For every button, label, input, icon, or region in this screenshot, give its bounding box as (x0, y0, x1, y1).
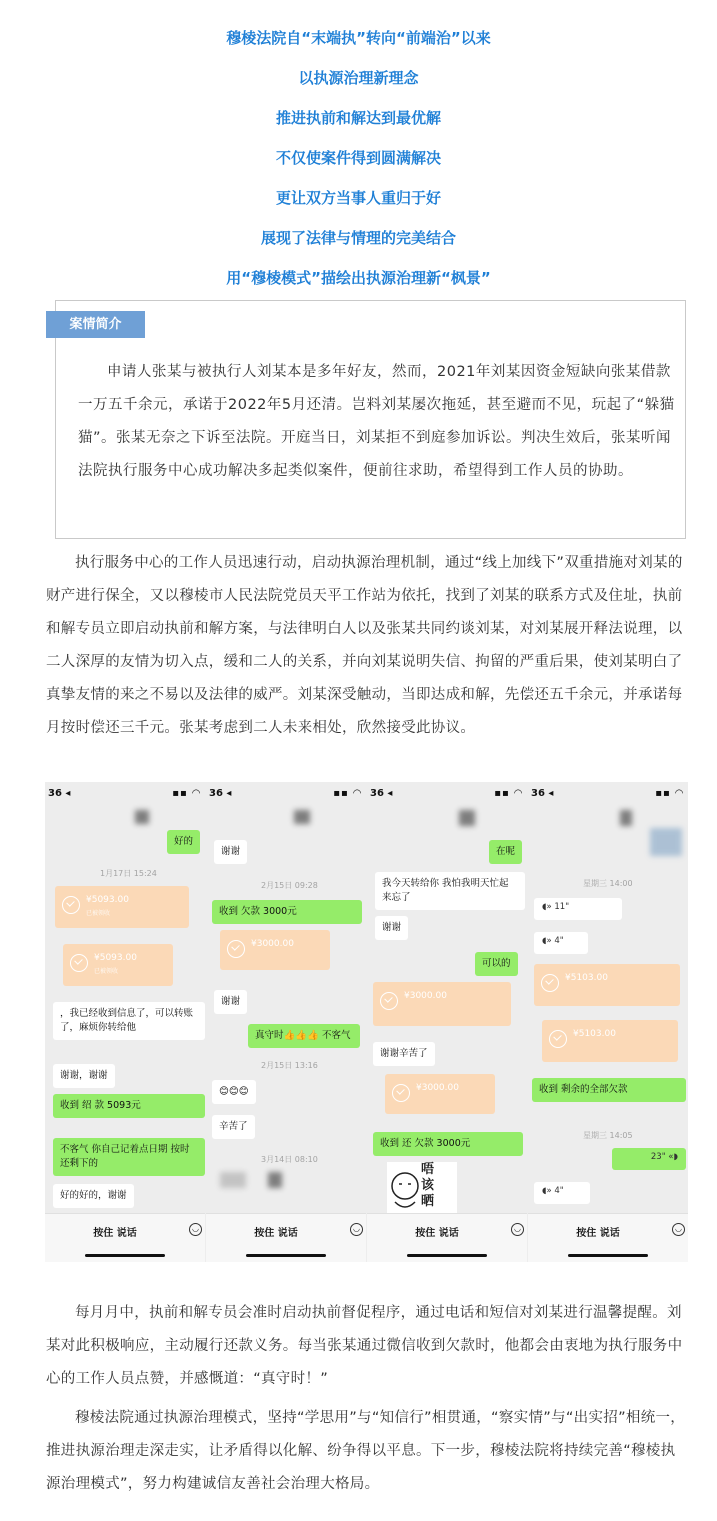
emoji-icon[interactable]: ◡ (350, 1223, 363, 1236)
avatar (294, 810, 310, 824)
signal-icon: ▪▪ ◠ (655, 788, 684, 799)
chat-bubble: 在呢 (489, 840, 522, 864)
check-icon (549, 1030, 567, 1048)
phone-screenshot-4 (528, 782, 688, 1262)
hold-to-talk-button[interactable]: 按住 说话 (415, 1228, 459, 1239)
headline-line: 以执源治理新理念 (298, 69, 419, 87)
chat-bubble: 收到 剩余的全部欠款 (532, 1078, 686, 1102)
home-indicator (568, 1254, 648, 1257)
chat-bubble: 辛苦了 (212, 1115, 255, 1139)
emoji-icon[interactable]: ◡ (189, 1223, 202, 1236)
emoji-icon[interactable]: ◡ (672, 1223, 685, 1236)
chat-bubble: 好的 (167, 830, 200, 854)
input-bar (45, 1213, 205, 1262)
check-icon (380, 992, 398, 1010)
phone-screenshot-3 (367, 782, 527, 1262)
voice-message[interactable]: ◖» 4" (534, 1182, 590, 1204)
chat-bubble: 收到 还 欠款 3000元 (373, 1132, 523, 1156)
phone-screenshot-2 (206, 782, 366, 1262)
check-icon (62, 896, 80, 914)
chat-timestamp: 1月17日 15:24 (100, 869, 157, 878)
chat-timestamp: 3月14日 08:10 (261, 1155, 318, 1164)
transfer-card: ¥3000.00 (220, 930, 330, 970)
body-paragraph-2: 每月月中，执前和解专员会准时启动执前督促程序，通过电话和短信对刘某进行温馨提醒。刘某对此积极响应，主动履行还款义务。每当张某通过微信收到欠款时，他都会由衷地为执行服务中心的工作人员点赞，并感慨道：“真守时！” (46, 1305, 683, 1387)
headline-line: 更让双方当事人重归于好 (275, 189, 441, 207)
avatar (620, 810, 632, 826)
chat-bubble: ，我已经收到信息了，可以转账了，麻烦你转给他 (53, 1002, 205, 1040)
case-summary-box (55, 300, 686, 539)
chat-bubble: 我今天转给你 我怕我明天忙起来忘了 (375, 872, 525, 910)
avatar (650, 828, 682, 856)
chat-bubble: 可以的 (475, 952, 518, 976)
transfer-card: ¥5103.00 (542, 1020, 678, 1062)
chat-bubble: 谢谢 (214, 990, 247, 1014)
chat-bubble: 😊😊😊 (212, 1080, 256, 1104)
chat-bubble: 好的好的，谢谢 (53, 1184, 134, 1208)
transfer-card: ¥3000.00 (385, 1074, 495, 1114)
transfer-card: ¥5093.00 已被领收 (55, 886, 189, 928)
chat-bubble: 收到 欠款 3000元 (212, 900, 362, 924)
chat-bubble: 谢谢 (214, 840, 247, 864)
status-bar: 36 ◂ ▪▪ ◠ (370, 788, 523, 799)
check-icon (70, 954, 88, 972)
hold-to-talk-button[interactable]: 按住 说话 (254, 1228, 298, 1239)
case-summary-tab: 案情简介 (46, 311, 145, 338)
headline-block (0, 0, 717, 302)
input-bar (206, 1213, 366, 1262)
chat-bubble: 真守时👍👍👍 不客气 (248, 1024, 360, 1048)
chat-timestamp: 星期三 14:00 (583, 879, 633, 888)
phone-screenshot-1 (45, 782, 205, 1262)
home-indicator (407, 1254, 487, 1257)
status-bar: 36 ◂ ▪▪ ◠ (209, 788, 362, 799)
hold-to-talk-button[interactable]: 按住 说话 (576, 1228, 620, 1239)
body-paragraph-1: 执行服务中心的工作人员迅速行动，启动执源治理机制，通过“线上加线下”双重措施对刘某的财产进行保全，又以穆棱市人民法院党员天平工作站为依托，找到了刘某的联系方式及住址，执前和解专员立即启动执前和解方案，与法律明白人以及张某共同约谈刘某，对刘某展开释法说理，以二人深厚的友情为切入点，缓和二人的关系，并向刘某说明失信、拘留的严重后果，使刘某明白了真挚友情的来之不易以及法律的威严。刘某深受触动，当即达成和解，先偿还五千余元，并承诺每月按时偿还三千元。张某考虑到二人未来相处，欣然接受此协议。 (46, 555, 683, 736)
status-bar: 36 ◂ ▪▪ ◠ (531, 788, 684, 799)
chat-bubble: 谢谢，谢谢 (53, 1064, 115, 1088)
blurred-region (220, 1172, 246, 1188)
transfer-card: ¥3000.00 (373, 982, 511, 1026)
check-icon (392, 1084, 410, 1102)
wechat-screenshots (45, 782, 688, 1262)
input-bar (528, 1213, 688, 1262)
status-bar: 36 ◂ ▪▪ ◠ (48, 788, 201, 799)
home-indicator (246, 1254, 326, 1257)
chat-timestamp: 2月15日 09:28 (261, 881, 318, 890)
avatar (459, 810, 475, 826)
voice-message[interactable]: 23" «◗ (612, 1148, 686, 1170)
transfer-card: ¥5093.00 已被领收 (63, 944, 173, 986)
avatar (135, 810, 149, 824)
hold-to-talk-button[interactable]: 按住 说话 (93, 1228, 137, 1239)
blurred-region (268, 1172, 282, 1188)
check-icon (541, 974, 559, 992)
headline-line: 展现了法律与情理的完美结合 (260, 229, 456, 247)
transfer-card: ¥5103.00 (534, 964, 680, 1006)
headline-line: 用“穆棱模式”描绘出执源治理新“枫景” (226, 269, 491, 287)
body-paragraph-3: 穆棱法院通过执源治理模式，坚持“学思用”与“知信行”相贯通，“察实情”与“出实招”相统一，推进执源治理走深走实，让矛盾得以化解、纷争得以平息。下一步，穆棱法院将持续完善“穆棱执源治理模式”，努力构建诚信友善社会治理大格局。 (46, 1410, 686, 1492)
sticker-image: 唔 该 晒 (387, 1162, 457, 1227)
chat-bubble: 收到 绍 款 5093元 (53, 1094, 205, 1118)
headline-line: 推进执前和解达到最优解 (275, 109, 441, 127)
voice-message[interactable]: ◖» 4" (534, 932, 588, 954)
chat-timestamp: 2月15日 13:16 (261, 1061, 318, 1070)
voice-message[interactable]: ◖» 11" (534, 898, 622, 920)
check-icon (227, 940, 245, 958)
headline-line: 不仅使案件得到圆满解决 (275, 149, 441, 167)
chat-bubble: 谢谢 (375, 916, 408, 940)
signal-icon: ▪▪ ◠ (333, 788, 362, 799)
input-bar (367, 1213, 527, 1262)
signal-icon: ▪▪ ◠ (172, 788, 201, 799)
chat-bubble: 不客气 你自己记着点日期 按时还剩下的 (53, 1138, 205, 1176)
emoji-icon[interactable]: ◡ (511, 1223, 524, 1236)
case-summary-text: 申请人张某与被执行人刘某本是多年好友，然而，2021年刘某因资金短缺向张某借款一万五千余元，承诺于2022年5月还清。岂料刘某屡次拖延，甚至避而不见，玩起了“躲猫猫”。张某无奈之下诉至法院。开庭当日，刘某拒不到庭参加诉讼。判决生效后，张某听闻法院执行服务中心成功解决多起类似案件，便前往求助，希望得到工作人员的协助。 (78, 364, 675, 479)
home-indicator (85, 1254, 165, 1257)
headline-line: 穆棱法院自“末端执”转向“前端治”以来 (226, 29, 491, 47)
chat-bubble: 谢谢辛苦了 (373, 1042, 435, 1066)
signal-icon: ▪▪ ◠ (494, 788, 523, 799)
chat-timestamp: 星期三 14:05 (583, 1131, 633, 1140)
